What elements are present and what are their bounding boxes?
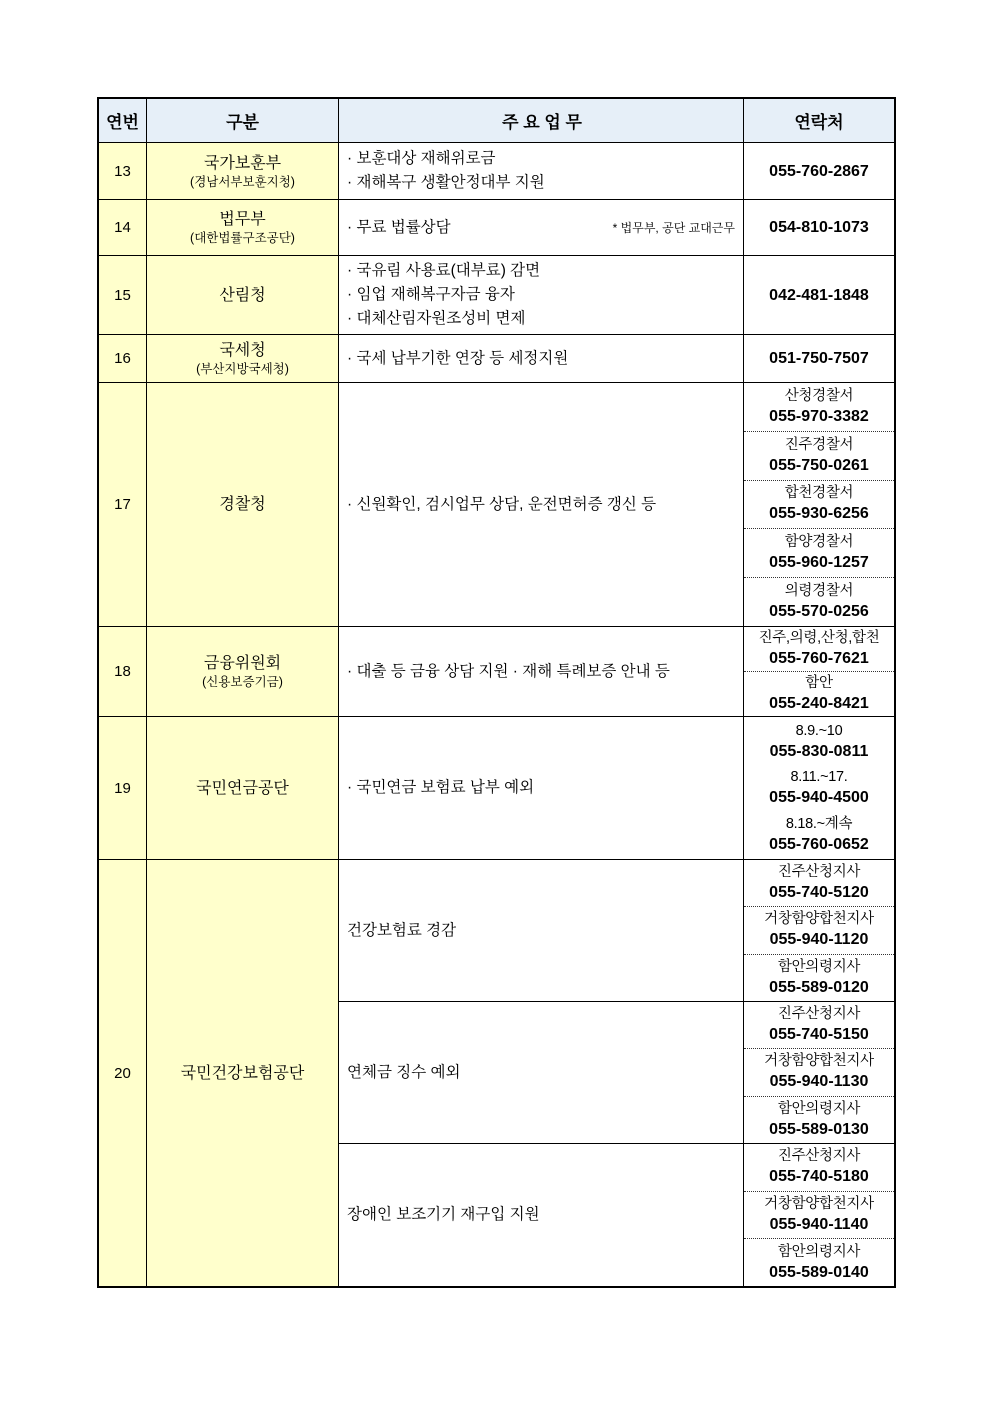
contact-phone-number: 054-810-1073	[769, 219, 869, 236]
contact-phone-number: 055-740-5120	[769, 884, 869, 902]
contact-office-label: 진주산청지사	[777, 864, 861, 881]
contact-phone-number: 055-760-2867	[769, 162, 869, 180]
contact-phone-number: 055-940-4500	[769, 789, 869, 806]
contact-entry	[744, 860, 894, 907]
table-row	[99, 383, 894, 627]
contacts-cell	[744, 1002, 894, 1143]
task-group	[339, 1144, 894, 1286]
contact-office-label: 거창함양합천지사	[764, 911, 874, 928]
contact-phone-number: 055-930-6256	[769, 505, 869, 523]
contacts-cell	[744, 335, 894, 382]
contacts-cell	[744, 200, 894, 255]
task-line	[347, 493, 737, 517]
contact-office-label: 함안의령지사	[777, 958, 861, 975]
contact-office-label: 8.9.~10	[795, 722, 843, 739]
tasks-cell	[339, 1002, 744, 1143]
category-name: 국세청	[219, 342, 266, 359]
contact-entry	[744, 529, 894, 578]
table-row	[99, 717, 894, 860]
task-groups	[339, 860, 894, 1286]
contacts-cell	[744, 143, 894, 199]
contacts-cell	[744, 860, 894, 1001]
category-cell	[147, 717, 339, 859]
category-name: 국가보훈부	[203, 154, 282, 172]
contact-office-label: 진주경찰서	[784, 436, 854, 453]
contact-office-label: 8.11.~17.	[790, 769, 848, 785]
category-subname: (신용보증기금)	[202, 675, 283, 689]
table-row	[99, 143, 894, 200]
contact-entry	[744, 1239, 894, 1286]
task-text: · 국민연금 보험료 납부 예외	[347, 779, 535, 796]
table-row	[99, 200, 894, 256]
contact-entry	[744, 578, 894, 626]
task-text: · 국유림 사용료(대부료) 감면	[347, 262, 541, 279]
category-subname: (대한법률구조공단)	[190, 231, 295, 245]
contact-entry	[744, 432, 894, 481]
contact-entry	[744, 766, 894, 810]
task-text: · 보훈대상 재해위로금	[347, 150, 496, 167]
category-subname: (부산지방국세청)	[196, 362, 289, 376]
table-row	[99, 627, 894, 717]
contacts-cell	[744, 1144, 894, 1286]
contact-entry	[744, 672, 894, 716]
table-row	[99, 335, 894, 383]
contact-office-label: 진주,의령,산청,합천	[758, 630, 880, 646]
category-subname: (경남서부보훈지청)	[190, 174, 295, 189]
task-line	[347, 1203, 737, 1227]
task-line	[347, 776, 737, 800]
contact-office-label: 함안	[805, 675, 833, 691]
task-text: · 대체산림자원조성비 면제	[347, 310, 526, 327]
task-line	[347, 307, 737, 331]
contact-entry	[744, 1097, 894, 1143]
contact-phone-number: 055-760-7621	[769, 650, 869, 667]
contact-phone-number: 055-740-5180	[769, 1168, 869, 1186]
contact-office-label: 진주산청지사	[777, 1006, 861, 1023]
contacts-cell	[744, 383, 894, 626]
contact-office-label: 합천경찰서	[784, 485, 854, 502]
tasks-cell	[339, 383, 744, 626]
contacts-cell	[744, 256, 894, 334]
tasks-cell	[339, 860, 744, 1001]
task-text: · 재해복구 생활안정대부 지원	[347, 174, 545, 191]
category-name: 법무부	[219, 211, 266, 228]
contact-entry	[744, 627, 894, 672]
tasks-cell	[339, 627, 744, 716]
contact-entry	[744, 481, 894, 530]
header-tasks: 주 요 업 무	[339, 99, 744, 142]
contact-entry	[744, 1049, 894, 1096]
contact-phone-number: 055-960-1257	[769, 554, 869, 572]
table-header-row	[99, 99, 894, 143]
contact-phone-number: 055-970-3382	[769, 407, 869, 425]
contact-phone-number: 055-740-5150	[769, 1026, 869, 1044]
contact-phone-number: 055-940-1120	[769, 931, 869, 949]
contact-phone-number: 055-240-8421	[769, 695, 869, 712]
contact-office-label: 산청경찰서	[784, 387, 854, 404]
contact-phone-number: 055-830-0811	[769, 742, 869, 760]
task-text: · 신원확인, 검시업무 상담, 운전면허증 갱신 등	[347, 495, 657, 513]
header-category: 구분	[147, 99, 339, 142]
contact-entry	[744, 1192, 894, 1240]
category-name: 금융위원회	[203, 655, 282, 672]
header-contact: 연락처	[744, 99, 894, 142]
contact-office-label: 8.18.~계속	[785, 815, 853, 832]
contact-entry	[744, 383, 894, 432]
task-text: · 국세 납부기한 연장 등 세정지원	[347, 349, 569, 367]
row-number: 18	[99, 627, 147, 716]
task-text: 장애인 보조기기 재구입 지원	[347, 1206, 540, 1223]
category-cell	[147, 256, 339, 334]
contact-phone-number: 055-940-1130	[769, 1073, 869, 1091]
contact-phone-number: 055-750-0261	[769, 456, 869, 474]
contact-office-label: 거창함양합천지사	[764, 1053, 874, 1070]
row-number: 20	[99, 860, 147, 1286]
category-name: 경찰청	[219, 496, 266, 513]
task-line	[347, 147, 737, 171]
contact-entry	[744, 143, 894, 199]
contact-entry	[744, 335, 894, 382]
tasks-cell	[339, 717, 744, 859]
category-cell	[147, 143, 339, 199]
contact-entry	[744, 1002, 894, 1049]
tasks-cell	[339, 200, 744, 255]
category-name: 산림청	[219, 286, 266, 304]
task-text: · 임업 재해복구자금 융자	[347, 286, 515, 303]
contact-phone-number: 055-589-0120	[769, 978, 869, 996]
contact-office-label: 거창함양합천지사	[764, 1196, 874, 1212]
tasks-cell	[339, 335, 744, 382]
task-line	[347, 1061, 737, 1085]
task-line	[347, 171, 737, 195]
task-group	[339, 860, 894, 1002]
contact-office-label: 진주산청지사	[777, 1148, 861, 1165]
task-line	[347, 660, 737, 684]
contact-entry	[744, 955, 894, 1001]
table-row	[99, 860, 894, 1286]
category-cell	[147, 860, 339, 1286]
task-line	[347, 259, 737, 283]
contact-office-label: 의령경찰서	[784, 583, 854, 600]
contact-entry	[744, 907, 894, 954]
task-line	[347, 347, 737, 371]
contacts-cell	[744, 627, 894, 716]
task-line	[347, 283, 737, 307]
row-number: 14	[99, 200, 147, 255]
contacts-cell	[744, 717, 894, 859]
category-cell	[147, 335, 339, 382]
header-no: 연번	[99, 99, 147, 142]
category-cell	[147, 383, 339, 626]
task-text: 연체금 징수 예외	[347, 1063, 461, 1081]
tasks-cell	[339, 1144, 744, 1286]
table-body	[99, 143, 894, 1286]
category-name: 국민연금공단	[196, 779, 289, 797]
contact-entry	[744, 1144, 894, 1192]
contact-phone-number: 055-760-0652	[769, 835, 869, 853]
tasks-cell	[339, 256, 744, 334]
contact-phone-number: 055-589-0130	[769, 1120, 869, 1138]
contact-phone-number: 055-589-0140	[769, 1263, 869, 1281]
row-number: 16	[99, 335, 147, 382]
row-number: 17	[99, 383, 147, 626]
contact-entry	[744, 256, 894, 334]
contact-entry	[744, 720, 894, 764]
task-note: * 법무부, 공단 교대근무	[612, 220, 735, 235]
agency-contact-table	[97, 97, 896, 1288]
table-row	[99, 256, 894, 335]
task-text: · 대출 등 금융 상담 지원 · 재해 특례보증 안내 등	[347, 662, 670, 680]
tasks-cell	[339, 143, 744, 199]
task-text: · 무료 법률상담	[347, 218, 451, 236]
contact-entry	[744, 813, 894, 857]
row-number: 13	[99, 143, 147, 199]
task-line	[347, 919, 737, 943]
task-text: 건강보험료 경감	[347, 921, 457, 939]
task-group	[339, 1002, 894, 1144]
task-line	[347, 216, 737, 240]
row-number: 19	[99, 717, 147, 859]
contact-office-label: 함양경찰서	[784, 534, 854, 551]
contact-office-label: 함안의령지사	[777, 1243, 861, 1260]
contact-phone-number: 055-940-1140	[769, 1216, 869, 1233]
contact-office-label: 함안의령지사	[777, 1100, 861, 1117]
contact-entry	[744, 200, 894, 255]
row-number: 15	[99, 256, 147, 334]
category-cell	[147, 627, 339, 716]
contact-phone-number: 055-570-0256	[769, 603, 869, 621]
contact-phone-number: 051-750-7507	[769, 350, 869, 367]
contact-phone-number: 042-481-1848	[769, 286, 869, 304]
category-cell	[147, 200, 339, 255]
category-name: 국민건강보험공단	[180, 1064, 305, 1082]
